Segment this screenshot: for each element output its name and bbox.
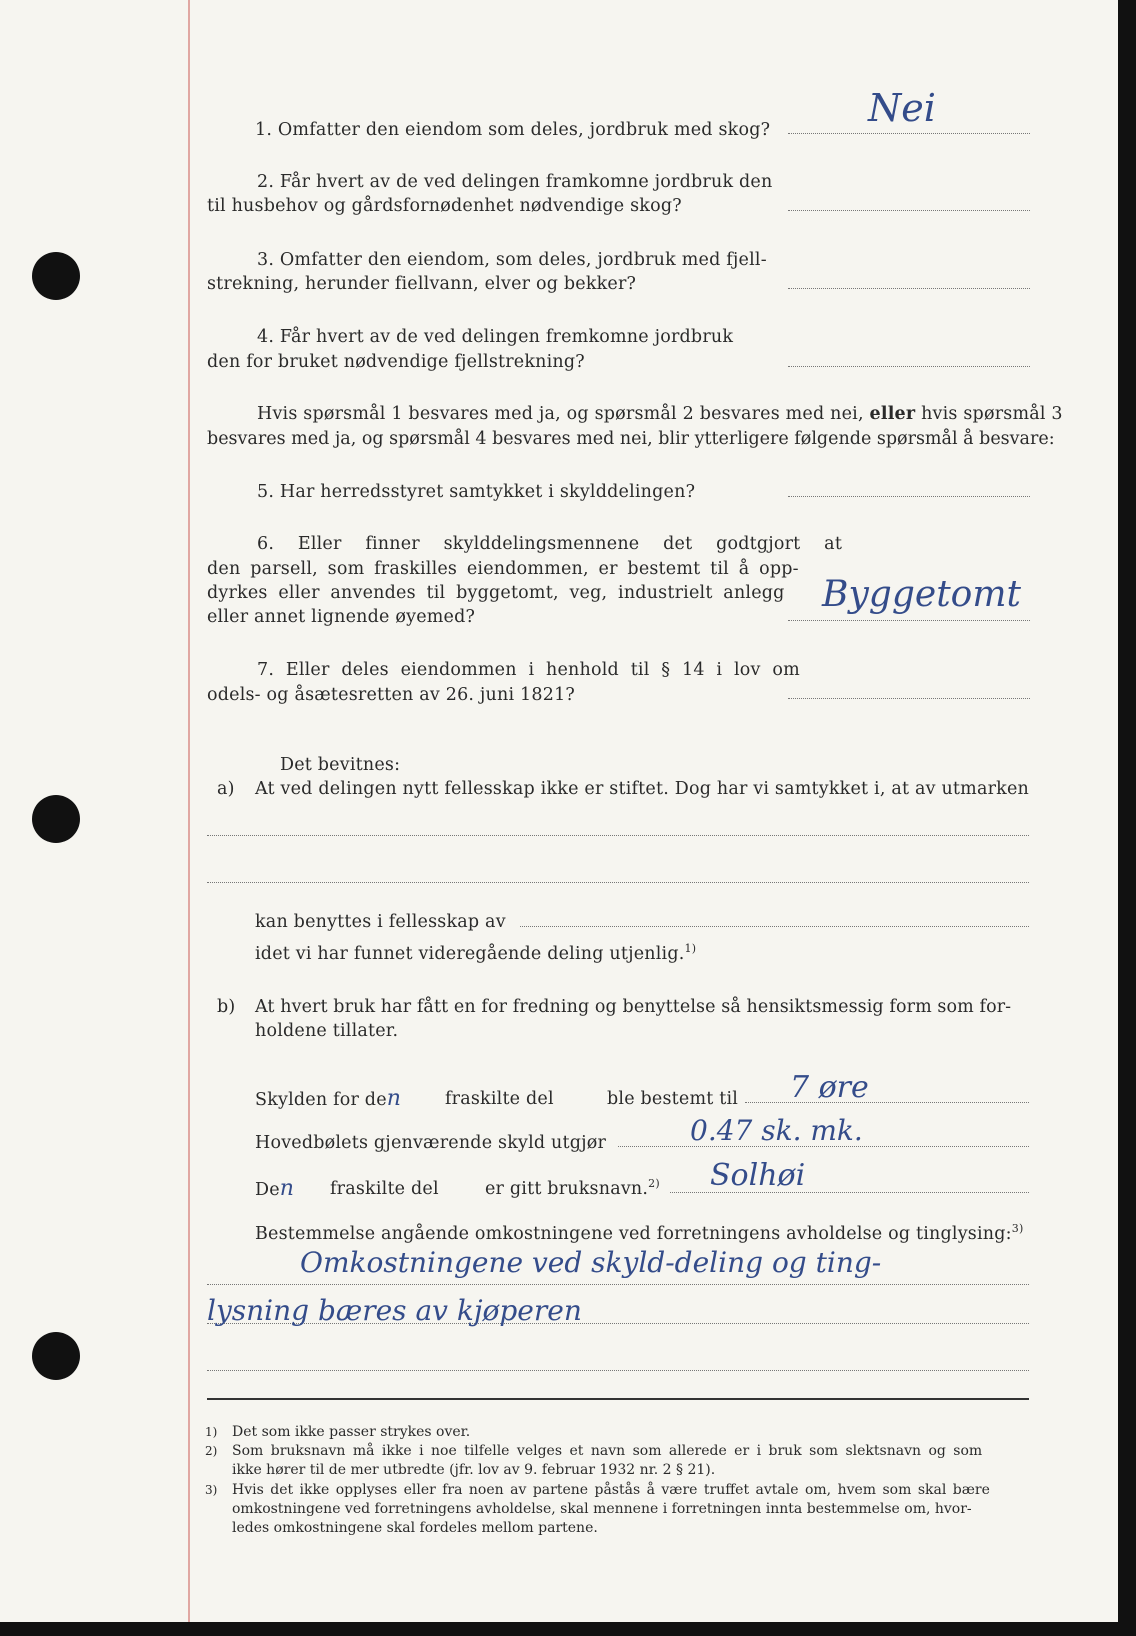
footnote-3-line2: omkostningene ved forretningens avholdelse, skal mennene i forretningen innta bestemmelse om, hvor- bbox=[232, 1501, 972, 1517]
question-6-line3: dyrkes eller anvendes til byggetomt, veg, industrielt anlegg bbox=[207, 583, 785, 603]
attest-a-label: a) bbox=[217, 779, 235, 799]
attest-heading: Det bevitnes: bbox=[280, 755, 401, 775]
attest-b-label: b) bbox=[217, 997, 236, 1017]
question-3-line2: strekning, herunder fiellvann, elver og bekker? bbox=[207, 274, 637, 294]
hovedbol-text: Hovedbølets gjenværende skyld utgjør bbox=[255, 1133, 607, 1153]
footnote-2-line2: ikke hører til de mer utbredte (jfr. lov av 9. februar 1932 nr. 2 § 21). bbox=[232, 1462, 716, 1478]
answer-line-7 bbox=[788, 698, 1030, 699]
footnote-rule bbox=[207, 1398, 1029, 1400]
fellesskap-line bbox=[520, 926, 1029, 927]
question-3-line1: 3. Omfatter den eiendom, som deles, jordbruk med fjell- bbox=[257, 250, 767, 270]
skyld-bestemt: ble bestemt til bbox=[607, 1089, 739, 1109]
footnote-2-line1: Som bruksnavn må ikke i noe tilfelle velges et navn som allerede er i bruk som slektsnavn og som bbox=[232, 1443, 983, 1459]
attest-b-line2: holdene tillater. bbox=[255, 1021, 399, 1041]
question-6-line1: 6. Eller finner skylddelingsmennene det godtgjort at bbox=[257, 534, 843, 554]
bruksnavn-text: er gitt bruksnavn.$^{2)}$ bbox=[485, 1177, 660, 1199]
question-6-line2: den parsell, som fraskilles eiendommen, er bestemt til å opp- bbox=[207, 559, 799, 579]
bruksnavn-value-handwritten: Solhøi bbox=[710, 1158, 806, 1193]
bruksnavn-fraskilte: fraskilte del bbox=[330, 1179, 439, 1199]
attest-a-text: At ved delingen nytt fellesskap ikke er stiftet. Dog har vi samtykket i, at av utmarken bbox=[255, 779, 1029, 799]
skyld-value-line bbox=[745, 1102, 1029, 1103]
cost-handwritten-line1: Omkostningene ved skyld-deling og ting- bbox=[300, 1246, 882, 1279]
question-4-line2: den for bruket nødvendige fjellstrekning? bbox=[207, 352, 585, 372]
footnote-1: Det som ikke passer strykes over. bbox=[232, 1424, 471, 1440]
punch-hole-middle bbox=[32, 795, 80, 843]
idet-text: idet vi har funnet videregående deling utjenlig.$^{1)}$ bbox=[255, 942, 697, 964]
punch-hole-top bbox=[32, 252, 80, 300]
hovedbol-value-handwritten: 0.47 sk. mk. bbox=[690, 1114, 863, 1147]
answer-line-1 bbox=[788, 133, 1030, 134]
question-5: 5. Har herredsstyret samtykket i skylddelingen? bbox=[257, 482, 696, 502]
question-1: 1. Omfatter den eiendom som deles, jordbruk med skog? bbox=[255, 120, 771, 140]
answer-line-5 bbox=[788, 496, 1030, 497]
footnote-3-mark: 3) bbox=[205, 1483, 218, 1497]
cost-line-3 bbox=[207, 1370, 1029, 1371]
question-6-line4: eller annet lignende øyemed? bbox=[207, 607, 476, 627]
bestemmelse-text: Bestemmelse angående omkostningene ved forretningens avholdelse og tinglysing:$^{3)}$ bbox=[255, 1222, 1024, 1244]
margin-line bbox=[188, 0, 190, 1622]
punch-hole-bottom bbox=[32, 1332, 80, 1380]
answer-1-handwritten: Nei bbox=[868, 86, 936, 130]
scan-border-right bbox=[1118, 0, 1136, 1636]
condition-line1: Hvis spørsmål 1 besvares med ja, og spørsmål 2 besvares med nei, eller hvis spørsmål 3 bbox=[257, 404, 1063, 424]
answer-line-2 bbox=[788, 210, 1030, 211]
footnote-1-mark: 1) bbox=[205, 1425, 218, 1439]
blank-line-1 bbox=[207, 835, 1029, 836]
question-7-line2: odels- og åsætesretten av 26. juni 1821? bbox=[207, 685, 575, 705]
skyld-value-handwritten: 7 øre bbox=[790, 1070, 869, 1105]
answer-line-6 bbox=[788, 620, 1030, 621]
footnote-2-mark: 2) bbox=[205, 1444, 218, 1458]
scan-border-bottom bbox=[0, 1622, 1136, 1636]
condition-line2: besvares med ja, og spørsmål 4 besvares med nei, blir ytterligere følgende spørsmål å besvare: bbox=[207, 429, 1055, 449]
skyld-fraskilte: fraskilte del bbox=[445, 1089, 554, 1109]
blank-line-2 bbox=[207, 882, 1029, 883]
cost-handwritten-line2: lysning bæres av kjøperen bbox=[207, 1294, 582, 1327]
cost-line-1 bbox=[207, 1284, 1029, 1285]
question-2-line1: 2. Får hvert av de ved delingen framkomne jordbruk den bbox=[257, 172, 773, 192]
answer-line-4 bbox=[788, 366, 1030, 367]
question-7-line1: 7. Eller deles eiendommen i henhold til § 14 i lov om bbox=[257, 660, 800, 680]
bruksnavn-den: Den bbox=[255, 1176, 295, 1201]
question-2-line2: til husbehov og gårdsfornødenhet nødvendige skog? bbox=[207, 196, 682, 216]
footnote-3-line1: Hvis det ikke opplyses eller fra noen av partene påstås å være truffet avtale om, hvem som skal bære bbox=[232, 1482, 990, 1498]
fellesskap-text: kan benyttes i fellesskap av bbox=[255, 912, 506, 932]
attest-b-line1: At hvert bruk har fått en for fredning og benyttelse så hensiktsmessig form som for- bbox=[255, 997, 1012, 1017]
skyld-text: Skylden for den bbox=[255, 1086, 402, 1111]
question-4-line1: 4. Får hvert av de ved delingen fremkomne jordbruk bbox=[257, 327, 734, 347]
answer-6-handwritten: Byggetomt bbox=[822, 574, 1021, 615]
answer-line-3 bbox=[788, 288, 1030, 289]
footnote-3-line3: ledes omkostningene skal fordeles mellom partene. bbox=[232, 1520, 598, 1536]
